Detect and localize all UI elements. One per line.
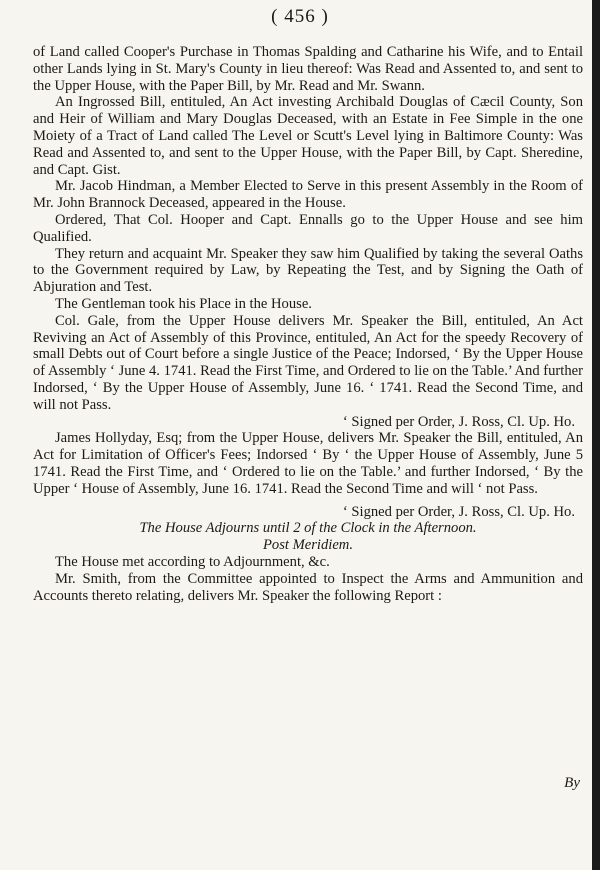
para-hollyday: James Hollyday, Esq; from the Upper House, delivers Mr. Speaker the Bill, entituled, An Act for Limitation of Officer's Fees; Indorsed ‘ By ‘ the Upper House of Assembly, June 5 1741. Read the First Time, and ‘ Ordered to lie on the Table.’ and further Indorsed, ‘ By the Upper ‘ House of Assembly, June 16. 1741. Read the Second Time and will ‘ not Pass.: [33, 430, 583, 497]
para-gentleman: The Gentleman took his Place in the House.: [55, 295, 312, 312]
post-meridiem-heading: Post Meridiem.: [263, 537, 353, 554]
para-douglas-bill: An Ingrossed Bill, entituled, An Act investing Archibald Douglas of Cæcil County, Son and Heir of William and Mary Douglas Deceased, with an Estate in Fee Simple in the one Moiety of a Tract of Land called The Level or Scutt's Level lying in Baltimore County: Was Read and Assented to, and sent to the Upper House, with the Paper Bill, by Capt. Sheredine, and Capt. Gist.: [33, 94, 583, 178]
para-house-met: The House met according to Adjournment, &c.: [55, 553, 330, 570]
signature-ross-2: ‘ Signed per Order, J. Ross, Cl. Up. Ho.: [342, 503, 575, 520]
para-return: They return and acquaint Mr. Speaker they saw him Qualified by taking the several Oaths to the Government required by Law, by Repeating the Test, and by Signing the Oath of Abjuration and Test.: [33, 245, 583, 296]
catchword: By: [564, 775, 580, 791]
signature-ross-1: ‘ Signed per Order, J. Ross, Cl. Up. Ho.: [342, 413, 575, 430]
para-gale: Col. Gale, from the Upper House delivers Mr. Speaker the Bill, entituled, An Act Reviving an Act of Assembly of this Province, entituled, An Act for the speedy Recovery of small Debts out of Court before a single Justice of the Peace; Indorsed, ‘ By the Upper House of Assembly ‘ June 4. 1741. Read the First Time, and Ordered to lie on the Table.’ And further Indorsed, ‘ By the Upper House of Assembly, June 16. ‘ 1741. Read the Second Time, and will not Pass.: [33, 312, 583, 413]
body-text: [33, 44, 583, 604]
para-hindman: Mr. Jacob Hindman, a Member Elected to Serve in this present Assembly in the Room of Mr. John Brannock Deceased, appeared in the House.: [33, 178, 583, 212]
page-number: ( 456 ): [271, 6, 329, 27]
page-edge-shadow: [592, 0, 600, 870]
para-ordered: Ordered, That Col. Hooper and Capt. Ennalls go to the Upper House and see him Qualified.: [33, 211, 583, 245]
para-smith: Mr. Smith, from the Committee appointed to Inspect the Arms and Ammunition and Accounts thereto relating, delivers Mr. Speaker the following Report :: [33, 570, 583, 604]
adjourns-line: The House Adjourns until 2 of the Clock in the Afternoon.: [139, 520, 477, 537]
para-coopers-purchase: of Land called Cooper's Purchase in Thomas Spalding and Catharine his Wife, and to Entail other Lands lying in St. Mary's County in lieu thereof: Was Read and Assented to, and sent to the Upper House, with the Paper Bill, by Mr. Read and Mr. Swann.: [33, 44, 583, 94]
